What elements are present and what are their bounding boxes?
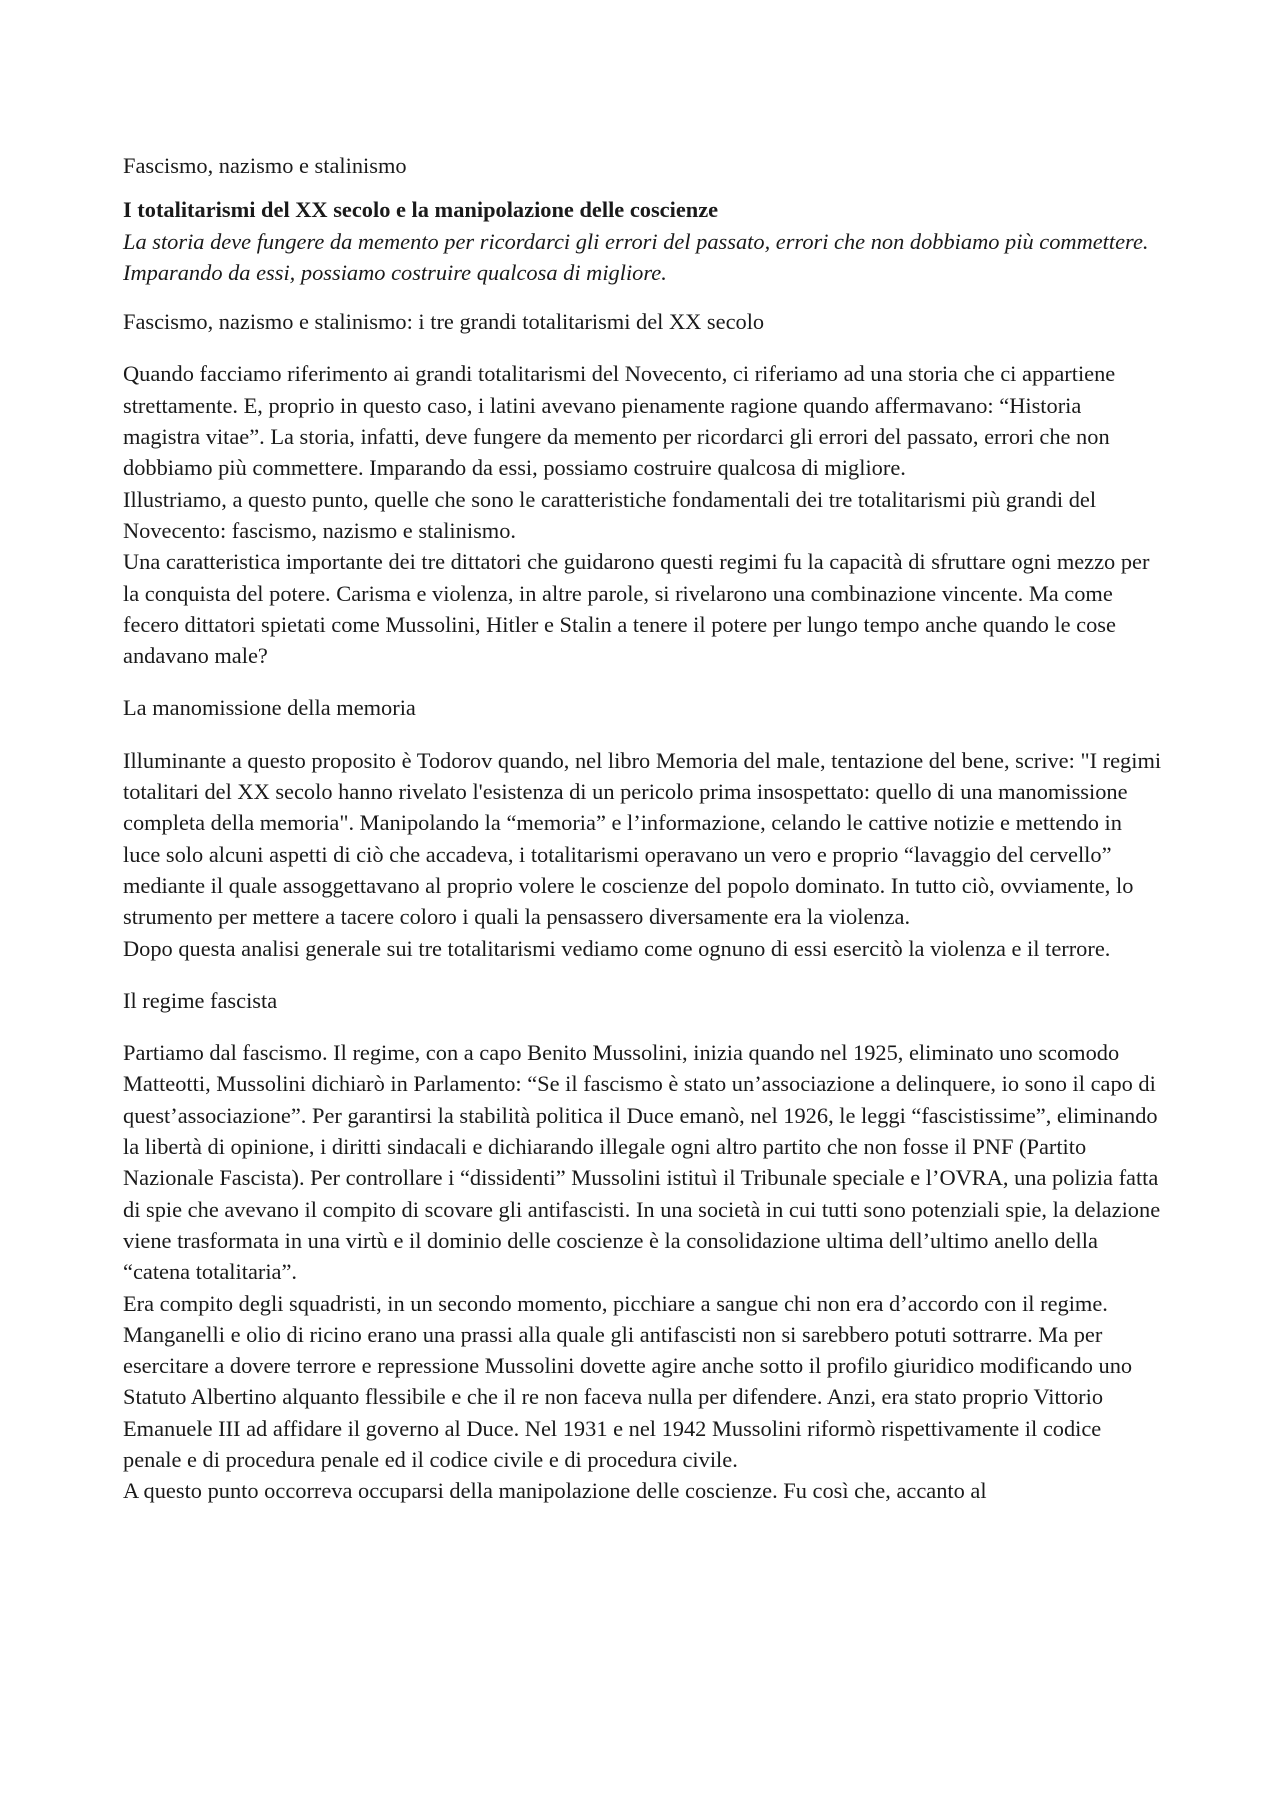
paragraph: A questo punto occorreva occuparsi della manipolazione delle coscienze. Fu così che, accanto al [123, 1478, 987, 1504]
document-lead: La storia deve fungere da memento per ricordarci gli errori del passato, errori che non dobbiamo più commettere. Imparando da essi, possiamo costruire qualcosa di migliore. [123, 228, 1149, 285]
paragraph: Era compito degli squadristi, in un secondo momento, picchiare a sangue chi non era d’accordo con il regime. Manganelli e olio di ricino erano una prassi alla quale gli antifascisti non si sarebbero potuti sottrarre. Ma per esercitare a dovere terrore e repressione Mussolini dovette agire anche sotto il profilo giuridico modificando uno Statuto Albertino alquanto flessibile e che il re non faceva nulla per difendere. Anzi, era stato proprio Vittorio Emanuele III ad affidare il governo al Duce. Nel 1931 e nel 1942 Mussolini riformò rispettivamente il codice penale e di procedura penale ed il codice civile e di procedura civile. [123, 1290, 1133, 1472]
paragraph: Quando facciamo riferimento ai grandi totalitarismi del Novecento, ci riferiamo ad una storia che ci appartiene strettamente. E, proprio in questo caso, i latini avevano pienamente ragione quando affermavano: “Historia magistra vitae”. La storia, infatti, deve fungere da memento per ricordarci gli errori del passato, errori che non dobbiamo più commettere. Imparando da essi, possiamo costruire qualcosa di migliore. [123, 361, 1116, 481]
document-kicker: Fascismo, nazismo e stalinismo [123, 153, 407, 178]
paragraph: Illustriamo, a questo punto, quelle che sono le caratteristiche fondamentali dei tre totalitarismi più grandi del Novecento: fascismo, nazismo e stalinismo. [123, 486, 1097, 543]
section-totalitarismi [123, 306, 1163, 671]
section-heading: Fascismo, nazismo e stalinismo: i tre grandi totalitarismi del XX secolo [123, 309, 765, 335]
section-body [123, 1037, 1163, 1506]
document-page [123, 150, 1163, 1528]
section-body [123, 358, 1163, 671]
paragraph: Illuminante a questo proposito è Todorov quando, nel libro Memoria del male, tentazione del bene, scrive: "I regimi totalitari del XX secolo hanno rivelato l'esistenza di un pericolo prima insospettato: quello di una manomissione completa della memoria". Manipolando la “memoria” e l’informazione, celando le cattive notizie e mettendo in luce solo alcuni aspetti di ciò che accadeva, i totalitarismi operavano un vero e proprio “lavaggio del cervello” mediante il quale assoggettavano al proprio volere le coscienze del popolo dominato. In tutto ciò, ovviamente, lo strumento per mettere a tacere coloro i quali la pensassero diversamente era la violenza. [123, 747, 1162, 930]
section-heading: Il regime fascista [123, 987, 278, 1013]
paragraph: Dopo questa analisi generale sui tre totalitarismi vediamo come ognuno di essi esercitò la violenza e il terrore. [123, 935, 1111, 961]
section-heading: La manomissione della memoria [123, 695, 416, 721]
paragraph: Partiamo dal fascismo. Il regime, con a capo Benito Mussolini, inizia quando nel 1925, eliminato uno scomodo Matteotti, Mussolini dichiarò in Parlamento: “Se il fascismo è stato un’associazione a delinquere, io sono il capo di quest’associazione”. Per garantirsi la stabilità politica il Duce emanò, nel 1926, le leggi “fascistissime”, eliminando la libertà di opinione, i diritti sindacali e dichiarando illegale ogni altro partito che non fosse il PNF (Partito Nazionale Fascista). Per controllare i “dissidenti” Mussolini istituì il Tribunale speciale e l’OVRA, una polizia fatta di spie che avevano il compito di scovare gli antifascisti. In una società in cui tutti sono potenziali spie, la delazione viene trasformata in una virtù e il dominio delle coscienze è la consolidazione ultima dell’ultimo anello della “catena totalitaria”. [123, 1040, 1161, 1285]
paragraph: Una caratteristica importante dei tre dittatori che guidarono questi regimi fu la capacità di sfruttare ogni mezzo per la conquista del potere. Carisma e violenza, in altre parole, si rivelarono una combinazione vincente. Ma come fecero dittatori spietati come Mussolini, Hitler e Stalin a tenere il potere per lungo tempo anche quando le cose andavano male? [123, 549, 1150, 669]
section-regime-fascista [123, 985, 1163, 1507]
section-body [123, 745, 1163, 964]
document-title: I totalitarismi del XX secolo e la manipolazione delle coscienze [123, 197, 719, 223]
section-manomissione-memoria [123, 692, 1163, 963]
